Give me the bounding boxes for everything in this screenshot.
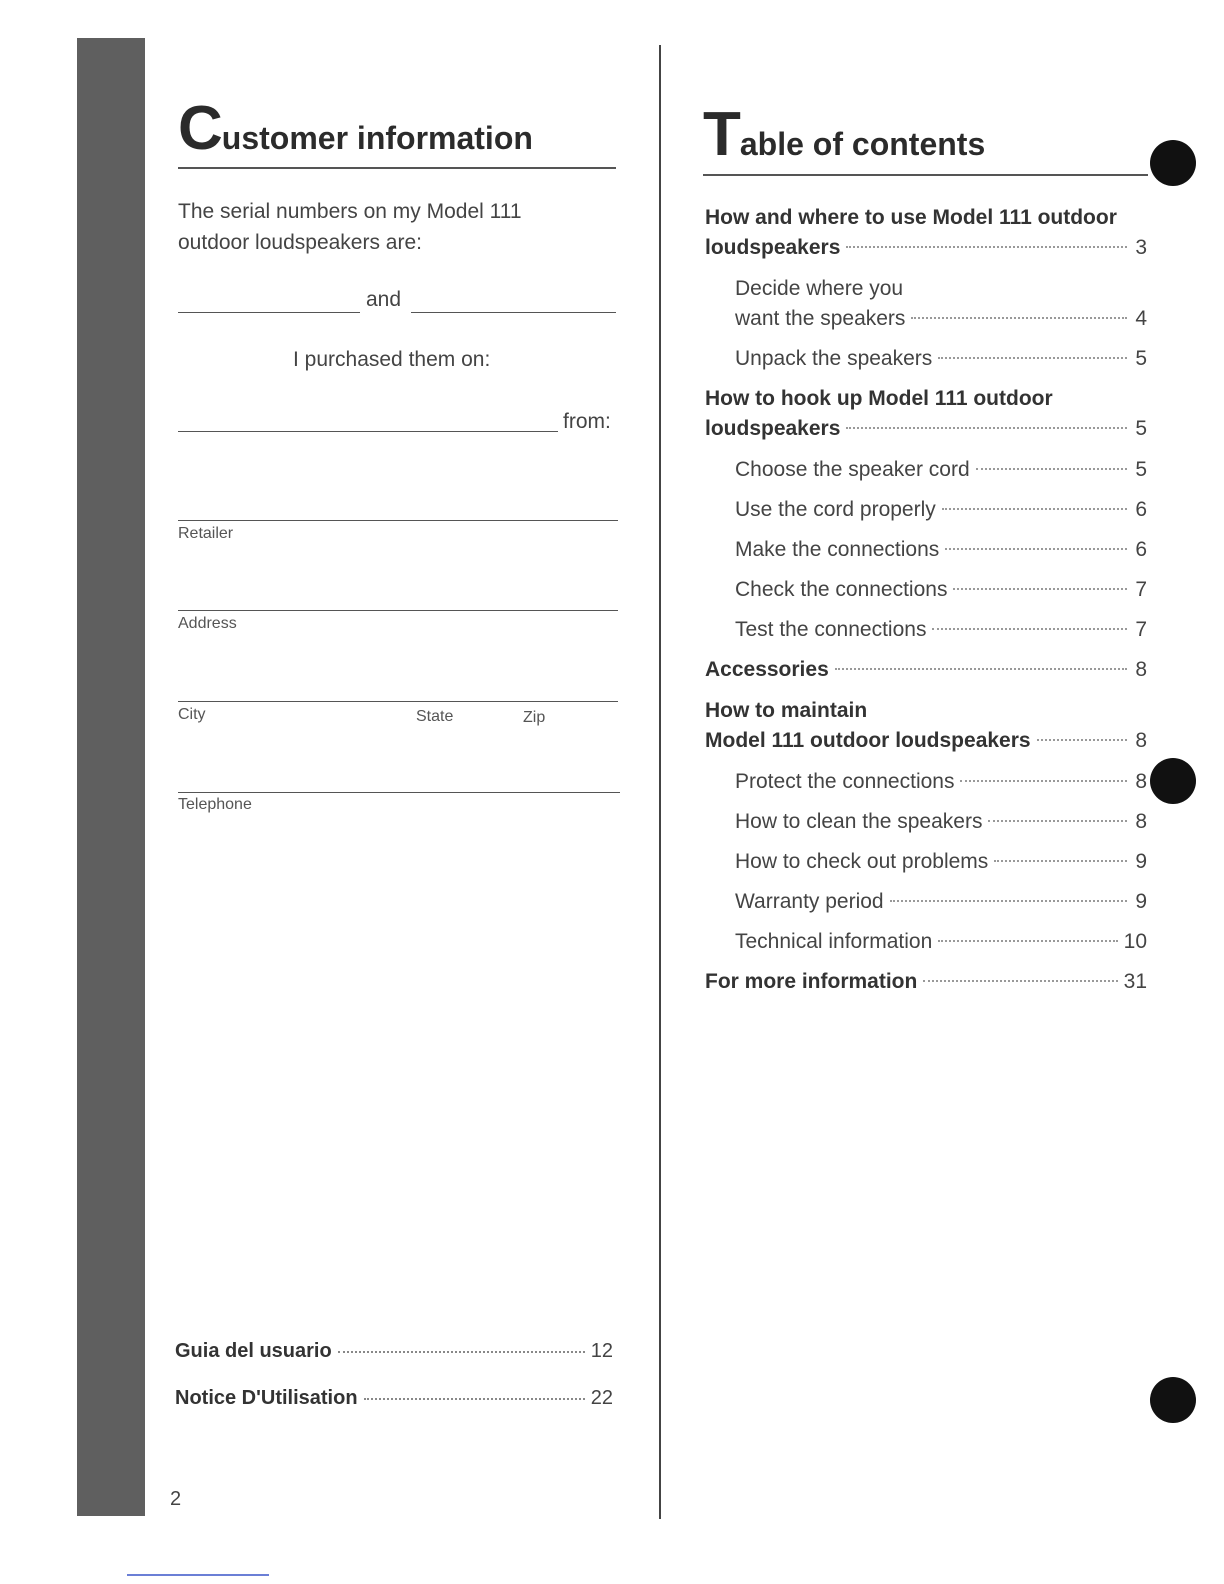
language-entry-french[interactable] — [175, 1387, 613, 1410]
toc-entry-title: Test the connections — [735, 618, 927, 641]
toc-entry[interactable] — [705, 967, 1147, 997]
toc-entry-title: Model 111 outdoor loudspeakers — [705, 729, 1031, 752]
toc-page-number: 4 — [1135, 307, 1147, 330]
toc-entry-title: Protect the connections — [735, 770, 955, 793]
leader-dots — [960, 780, 1127, 782]
toc-page-number: 31 — [1123, 970, 1147, 993]
toc-entry[interactable] — [735, 847, 1147, 877]
toc-list — [705, 203, 1147, 1008]
toc-title-rule — [703, 174, 1148, 176]
toc-entry[interactable] — [735, 495, 1147, 525]
address-label: Address — [178, 615, 237, 632]
toc-entry-row — [735, 615, 1147, 645]
toc-page-number: 5 — [1135, 458, 1147, 481]
toc-entry-title: How to check out problems — [735, 850, 989, 873]
leader-dots — [938, 357, 1127, 359]
title-initial: C — [178, 94, 222, 163]
toc-page-number: 5 — [1135, 417, 1147, 440]
serial-number-1-field[interactable] — [178, 312, 360, 313]
title-initial: T — [703, 100, 740, 169]
toc-entry-title: Unpack the speakers — [735, 347, 933, 370]
language-entry-spanish[interactable] — [175, 1340, 613, 1363]
retailer-field[interactable] — [178, 520, 618, 521]
toc-entry[interactable] — [705, 655, 1147, 685]
leader-dots — [988, 820, 1127, 822]
toc-entry[interactable] — [705, 203, 1147, 263]
toc-entry-title: Check the connections — [735, 578, 948, 601]
toc-entry-title-line1: Decide where you — [735, 277, 904, 300]
telephone-label: Telephone — [178, 796, 252, 813]
toc-entry-row — [735, 927, 1147, 957]
toc-entry-title-line1: How to maintain — [705, 699, 868, 722]
toc-entry-row — [705, 726, 1147, 756]
toc-entry[interactable] — [735, 767, 1147, 797]
language-label: Notice D'Utilisation — [175, 1387, 358, 1409]
toc-entry-title-line1: How to hook up Model 111 outdoor — [705, 387, 1053, 410]
toc-page-number: 3 — [1135, 236, 1147, 259]
leader-dots — [1037, 739, 1127, 741]
toc-page-number: 6 — [1135, 538, 1147, 561]
leader-dots — [364, 1398, 585, 1400]
toc-page-number: 9 — [1135, 890, 1147, 913]
toc-page-number: 8 — [1135, 810, 1147, 833]
leader-dots — [846, 246, 1127, 248]
toc-page-number: 8 — [1135, 658, 1147, 681]
language-page: 22 — [590, 1387, 613, 1409]
toc-entry[interactable] — [735, 575, 1147, 605]
toc-entry-row — [705, 233, 1147, 263]
toc-page-number: 5 — [1135, 347, 1147, 370]
toc-entry[interactable] — [735, 615, 1147, 645]
leader-dots — [923, 980, 1117, 982]
customer-info-title — [178, 94, 533, 163]
toc-entry[interactable] — [735, 927, 1147, 957]
toc-page-number: 9 — [1135, 850, 1147, 873]
toc-entry-title: Make the connections — [735, 538, 940, 561]
title-rest: able of contents — [739, 126, 986, 162]
serial-intro-line1: The serial numbers on my Model 111 — [178, 200, 522, 223]
retailer-label: Retailer — [178, 525, 234, 542]
toc-entry-title: Accessories — [705, 658, 829, 681]
leader-dots — [911, 317, 1127, 319]
toc-page-number: 7 — [1135, 578, 1147, 601]
toc-entry-title-line1: How and where to use Model 111 outdoor — [705, 206, 1117, 229]
leader-dots — [890, 900, 1127, 902]
leader-dots — [338, 1351, 585, 1353]
toc-page-number: 8 — [1135, 729, 1147, 752]
leader-dots — [994, 860, 1127, 862]
toc-page-number: 7 — [1135, 618, 1147, 641]
toc-entry[interactable] — [705, 384, 1147, 444]
toc-entry[interactable] — [705, 696, 1147, 756]
toc-entry-row — [705, 967, 1147, 997]
and-text: and — [366, 288, 402, 311]
toc-entry[interactable] — [735, 807, 1147, 837]
toc-page-number: 10 — [1123, 930, 1147, 953]
punch-hole-top — [1150, 140, 1196, 186]
page-number: 2 — [170, 1488, 182, 1510]
sidebar-bar — [77, 38, 145, 1516]
leader-dots — [835, 668, 1127, 670]
toc-entry-row — [735, 344, 1147, 374]
customer-title-rule — [178, 167, 616, 169]
toc-entry[interactable] — [735, 887, 1147, 917]
language-page: 12 — [590, 1340, 613, 1362]
bottom-rule — [127, 1574, 269, 1576]
leader-dots — [953, 588, 1127, 590]
leader-dots — [938, 940, 1117, 942]
toc-entry-title: Choose the speaker cord — [735, 458, 970, 481]
serial-intro-line2: outdoor loudspeakers are: — [178, 231, 422, 254]
toc-entry-row — [735, 847, 1147, 877]
leader-dots — [945, 548, 1127, 550]
address-field[interactable] — [178, 610, 618, 611]
toc-entry-row — [735, 807, 1147, 837]
serial-number-2-field[interactable] — [411, 312, 616, 313]
toc-entry-title: How to clean the speakers — [735, 810, 983, 833]
toc-entry-title: Warranty period — [735, 890, 884, 913]
punch-hole-middle — [1150, 758, 1196, 804]
leader-dots — [846, 427, 1127, 429]
toc-entry-row — [735, 535, 1147, 565]
toc-entry-row — [735, 304, 1147, 334]
toc-entry-title: Technical information — [735, 930, 933, 953]
column-divider — [659, 45, 661, 1519]
toc-entry-row — [735, 767, 1147, 797]
serial-intro — [178, 196, 522, 258]
leader-dots — [942, 508, 1127, 510]
toc-entry-row — [735, 887, 1147, 917]
toc-entry[interactable] — [735, 455, 1147, 485]
toc-entry[interactable] — [735, 344, 1147, 374]
title-rest: ustomer information — [221, 120, 533, 156]
zip-label: Zip — [523, 709, 546, 726]
toc-entry-row — [735, 575, 1147, 605]
punch-hole-bottom — [1150, 1377, 1196, 1423]
city-label: City — [178, 706, 206, 723]
language-label: Guia del usuario — [175, 1340, 332, 1362]
toc-entry-row — [735, 455, 1147, 485]
leader-dots — [976, 468, 1127, 470]
toc-entry[interactable] — [735, 535, 1147, 565]
purchase-date-field[interactable] — [178, 431, 558, 432]
purchased-text: I purchased them on: — [293, 348, 491, 371]
toc-page-number: 6 — [1135, 498, 1147, 521]
toc-entry-title: Use the cord properly — [735, 498, 936, 521]
leader-dots — [932, 628, 1127, 630]
toc-entry-title: loudspeakers — [705, 417, 841, 440]
toc-page-number: 8 — [1135, 770, 1147, 793]
toc-title — [703, 100, 986, 169]
toc-entry-row — [705, 414, 1147, 444]
toc-entry-title: loudspeakers — [705, 236, 841, 259]
toc-entry-title: For more information — [705, 970, 918, 993]
toc-entry[interactable] — [735, 274, 1147, 334]
toc-entry-row — [735, 495, 1147, 525]
toc-entry-row — [705, 655, 1147, 685]
telephone-field[interactable] — [178, 792, 620, 793]
from-text: from: — [563, 410, 611, 433]
toc-entry-title: want the speakers — [735, 307, 906, 330]
city-state-zip-field[interactable] — [178, 701, 618, 702]
state-label: State — [416, 708, 454, 725]
serial-number-row — [178, 288, 616, 318]
